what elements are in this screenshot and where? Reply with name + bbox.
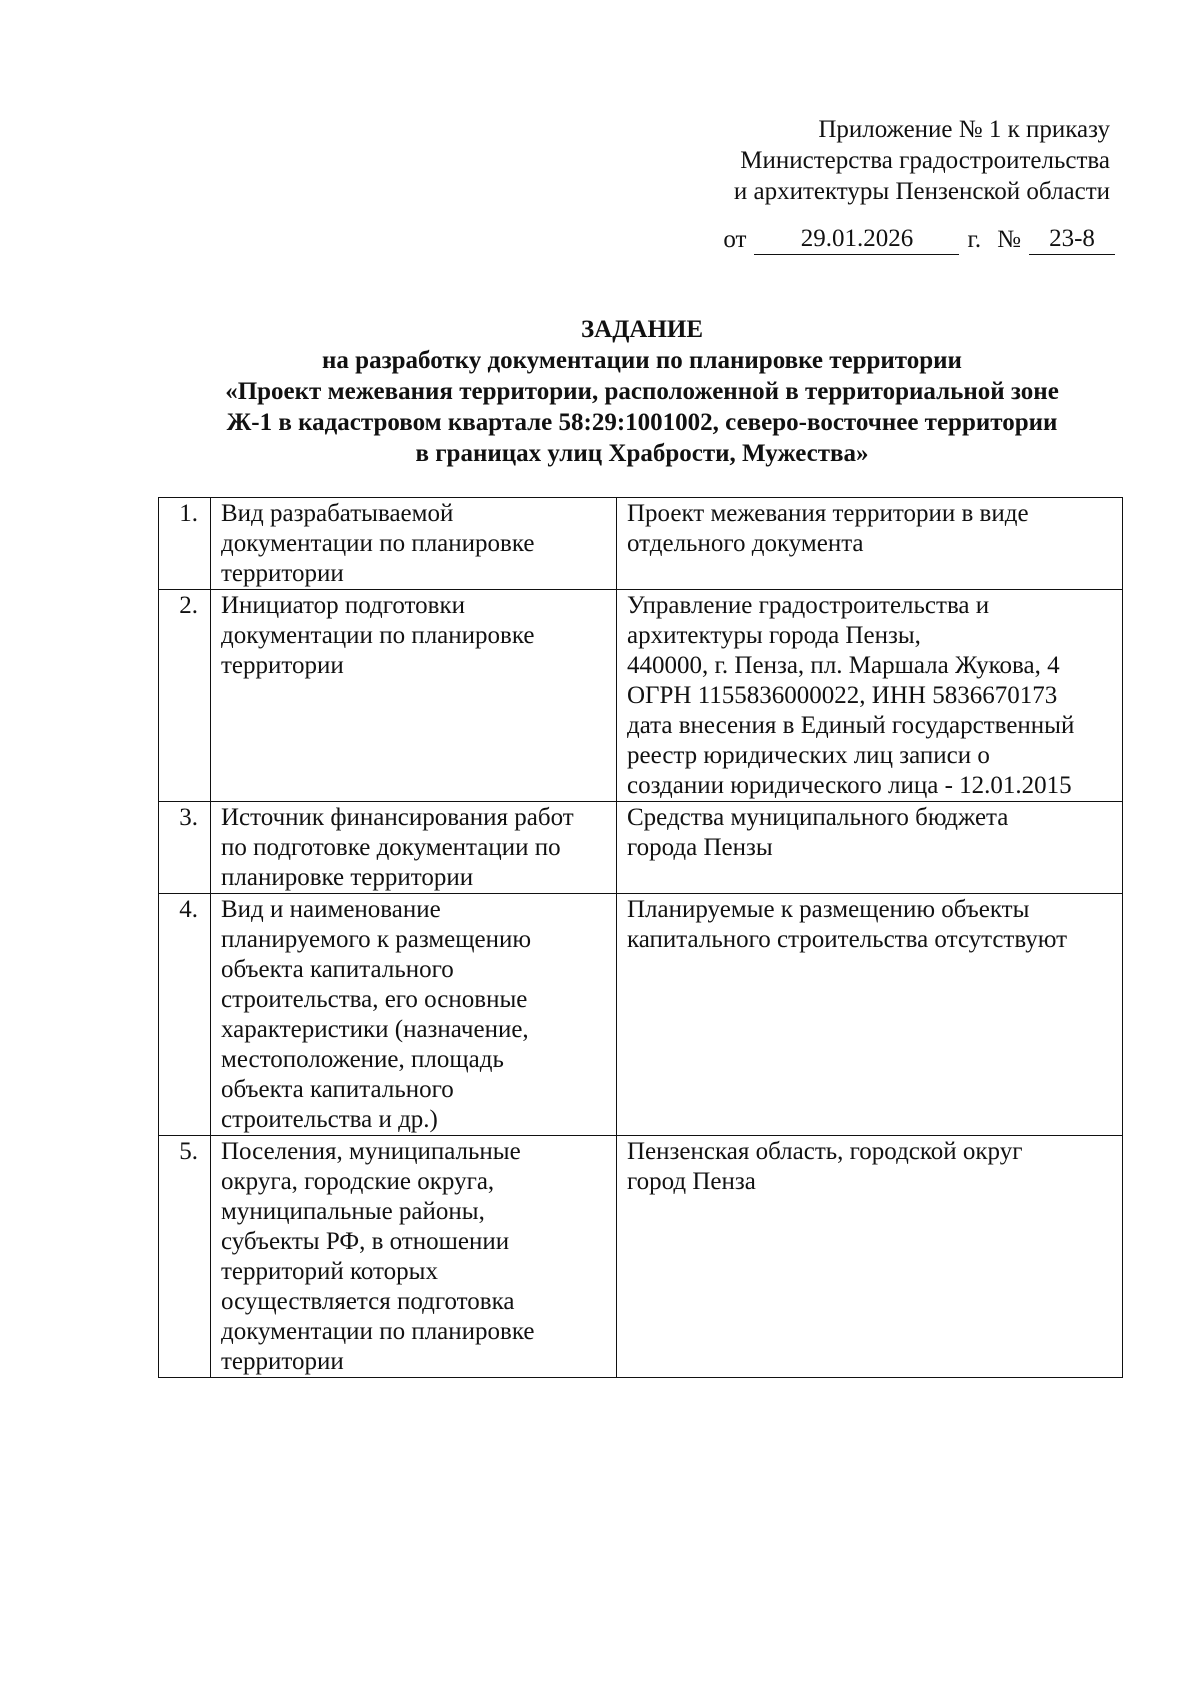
cell-line: ОГРН 1155836000022, ИНН 5836670173: [627, 682, 1058, 709]
cell-line: территории: [221, 560, 344, 587]
row-number: 2.: [159, 590, 211, 802]
cell-line: Вид разрабатываемой: [221, 500, 454, 527]
cell-line: по подготовке документации по: [221, 834, 561, 861]
cell-line: строительства, его основные: [221, 986, 528, 1013]
cell-line: Поселения, муниципальные: [221, 1138, 521, 1165]
cell-line: отдельного документа: [627, 530, 864, 557]
cell-line: Проект межевания территории в виде: [627, 500, 1029, 527]
title-line: в границах улиц Храбрости, Мужества»: [415, 440, 869, 467]
title-line: Ж-1 в кадастровом квартале 58:29:1001002, северо-восточнее территории: [226, 409, 1058, 436]
row-value: [617, 498, 1123, 590]
cell-line: архитектуры города Пензы,: [627, 622, 921, 649]
cell-line: Управление градостроительства и: [627, 592, 990, 619]
order-date-number: [715, 224, 1115, 255]
cell-line: Вид и наименование: [221, 896, 441, 923]
cell-line: 440000, г. Пенза, пл. Маршала Жукова, 4: [627, 652, 1060, 679]
row-name: [211, 590, 617, 802]
cell-line: территории: [221, 1348, 344, 1375]
number-label: №: [997, 226, 1021, 253]
cell-line: документации по планировке: [221, 1318, 535, 1345]
row-number: 5.: [159, 1136, 211, 1378]
cell-line: Пензенская область, городской округ: [627, 1138, 1023, 1165]
cell-line: капитального строительства отсутствуют: [627, 926, 1068, 953]
cell-line: создании юридического лица - 12.01.2015: [627, 772, 1072, 799]
table-row: [159, 498, 1123, 590]
approval-header: [734, 114, 1110, 207]
row-number: 1.: [159, 498, 211, 590]
row-name: [211, 1136, 617, 1378]
year-label: г.: [967, 226, 982, 253]
row-name: [211, 894, 617, 1136]
approval-line: Приложение № 1 к приказу: [818, 116, 1110, 143]
cell-line: территории: [221, 652, 344, 679]
document-title: [158, 314, 1126, 469]
cell-line: округа, городские округа,: [221, 1168, 495, 1195]
cell-line: город Пенза: [627, 1168, 756, 1195]
cell-line: документации по планировке: [221, 530, 535, 557]
cell-line: объекта капитального: [221, 956, 454, 983]
row-value: [617, 590, 1123, 802]
cell-line: строительства и др.): [221, 1106, 438, 1133]
title-line: «Проект межевания территории, расположенной в территориальной зоне: [225, 378, 1059, 405]
cell-line: планировке территории: [221, 864, 474, 891]
title-line: ЗАДАНИЕ: [580, 316, 704, 343]
cell-line: территорий которых: [221, 1258, 438, 1285]
cell-line: планируемого к размещению: [221, 926, 532, 953]
cell-line: Инициатор подготовки: [221, 592, 465, 619]
cell-line: субъекты РФ, в отношении: [221, 1228, 510, 1255]
table-row: [159, 894, 1123, 1136]
from-label: от: [723, 226, 747, 253]
order-number: 23-8: [1029, 224, 1115, 255]
cell-line: города Пензы: [627, 834, 773, 861]
table-row: [159, 590, 1123, 802]
cell-line: реестр юридических лиц записи о: [627, 742, 990, 769]
cell-line: характеристики (назначение,: [221, 1016, 529, 1043]
cell-line: муниципальные районы,: [221, 1198, 485, 1225]
order-date: 29.01.2026: [754, 224, 959, 255]
row-number: 4.: [159, 894, 211, 1136]
cell-line: Источник финансирования работ: [221, 804, 574, 831]
cell-line: Средства муниципального бюджета: [627, 804, 1009, 831]
approval-line: и архитектуры Пензенской области: [733, 178, 1110, 205]
cell-line: осуществляется подготовка: [221, 1288, 515, 1315]
cell-line: Планируемые к размещению объекты: [627, 896, 1030, 923]
table-row: [159, 1136, 1123, 1378]
row-value: [617, 894, 1123, 1136]
table-row: [159, 802, 1123, 894]
cell-line: дата внесения в Единый государственный: [627, 712, 1075, 739]
row-name: [211, 802, 617, 894]
row-number: 3.: [159, 802, 211, 894]
row-value: [617, 802, 1123, 894]
task-table: [158, 497, 1123, 1378]
row-value: [617, 1136, 1123, 1378]
cell-line: документации по планировке: [221, 622, 535, 649]
approval-line: Министерства градостроительства: [740, 147, 1110, 174]
cell-line: объекта капитального: [221, 1076, 454, 1103]
cell-line: местоположение, площадь: [221, 1046, 504, 1073]
title-line: на разработку документации по планировке территории: [322, 347, 962, 374]
row-name: [211, 498, 617, 590]
